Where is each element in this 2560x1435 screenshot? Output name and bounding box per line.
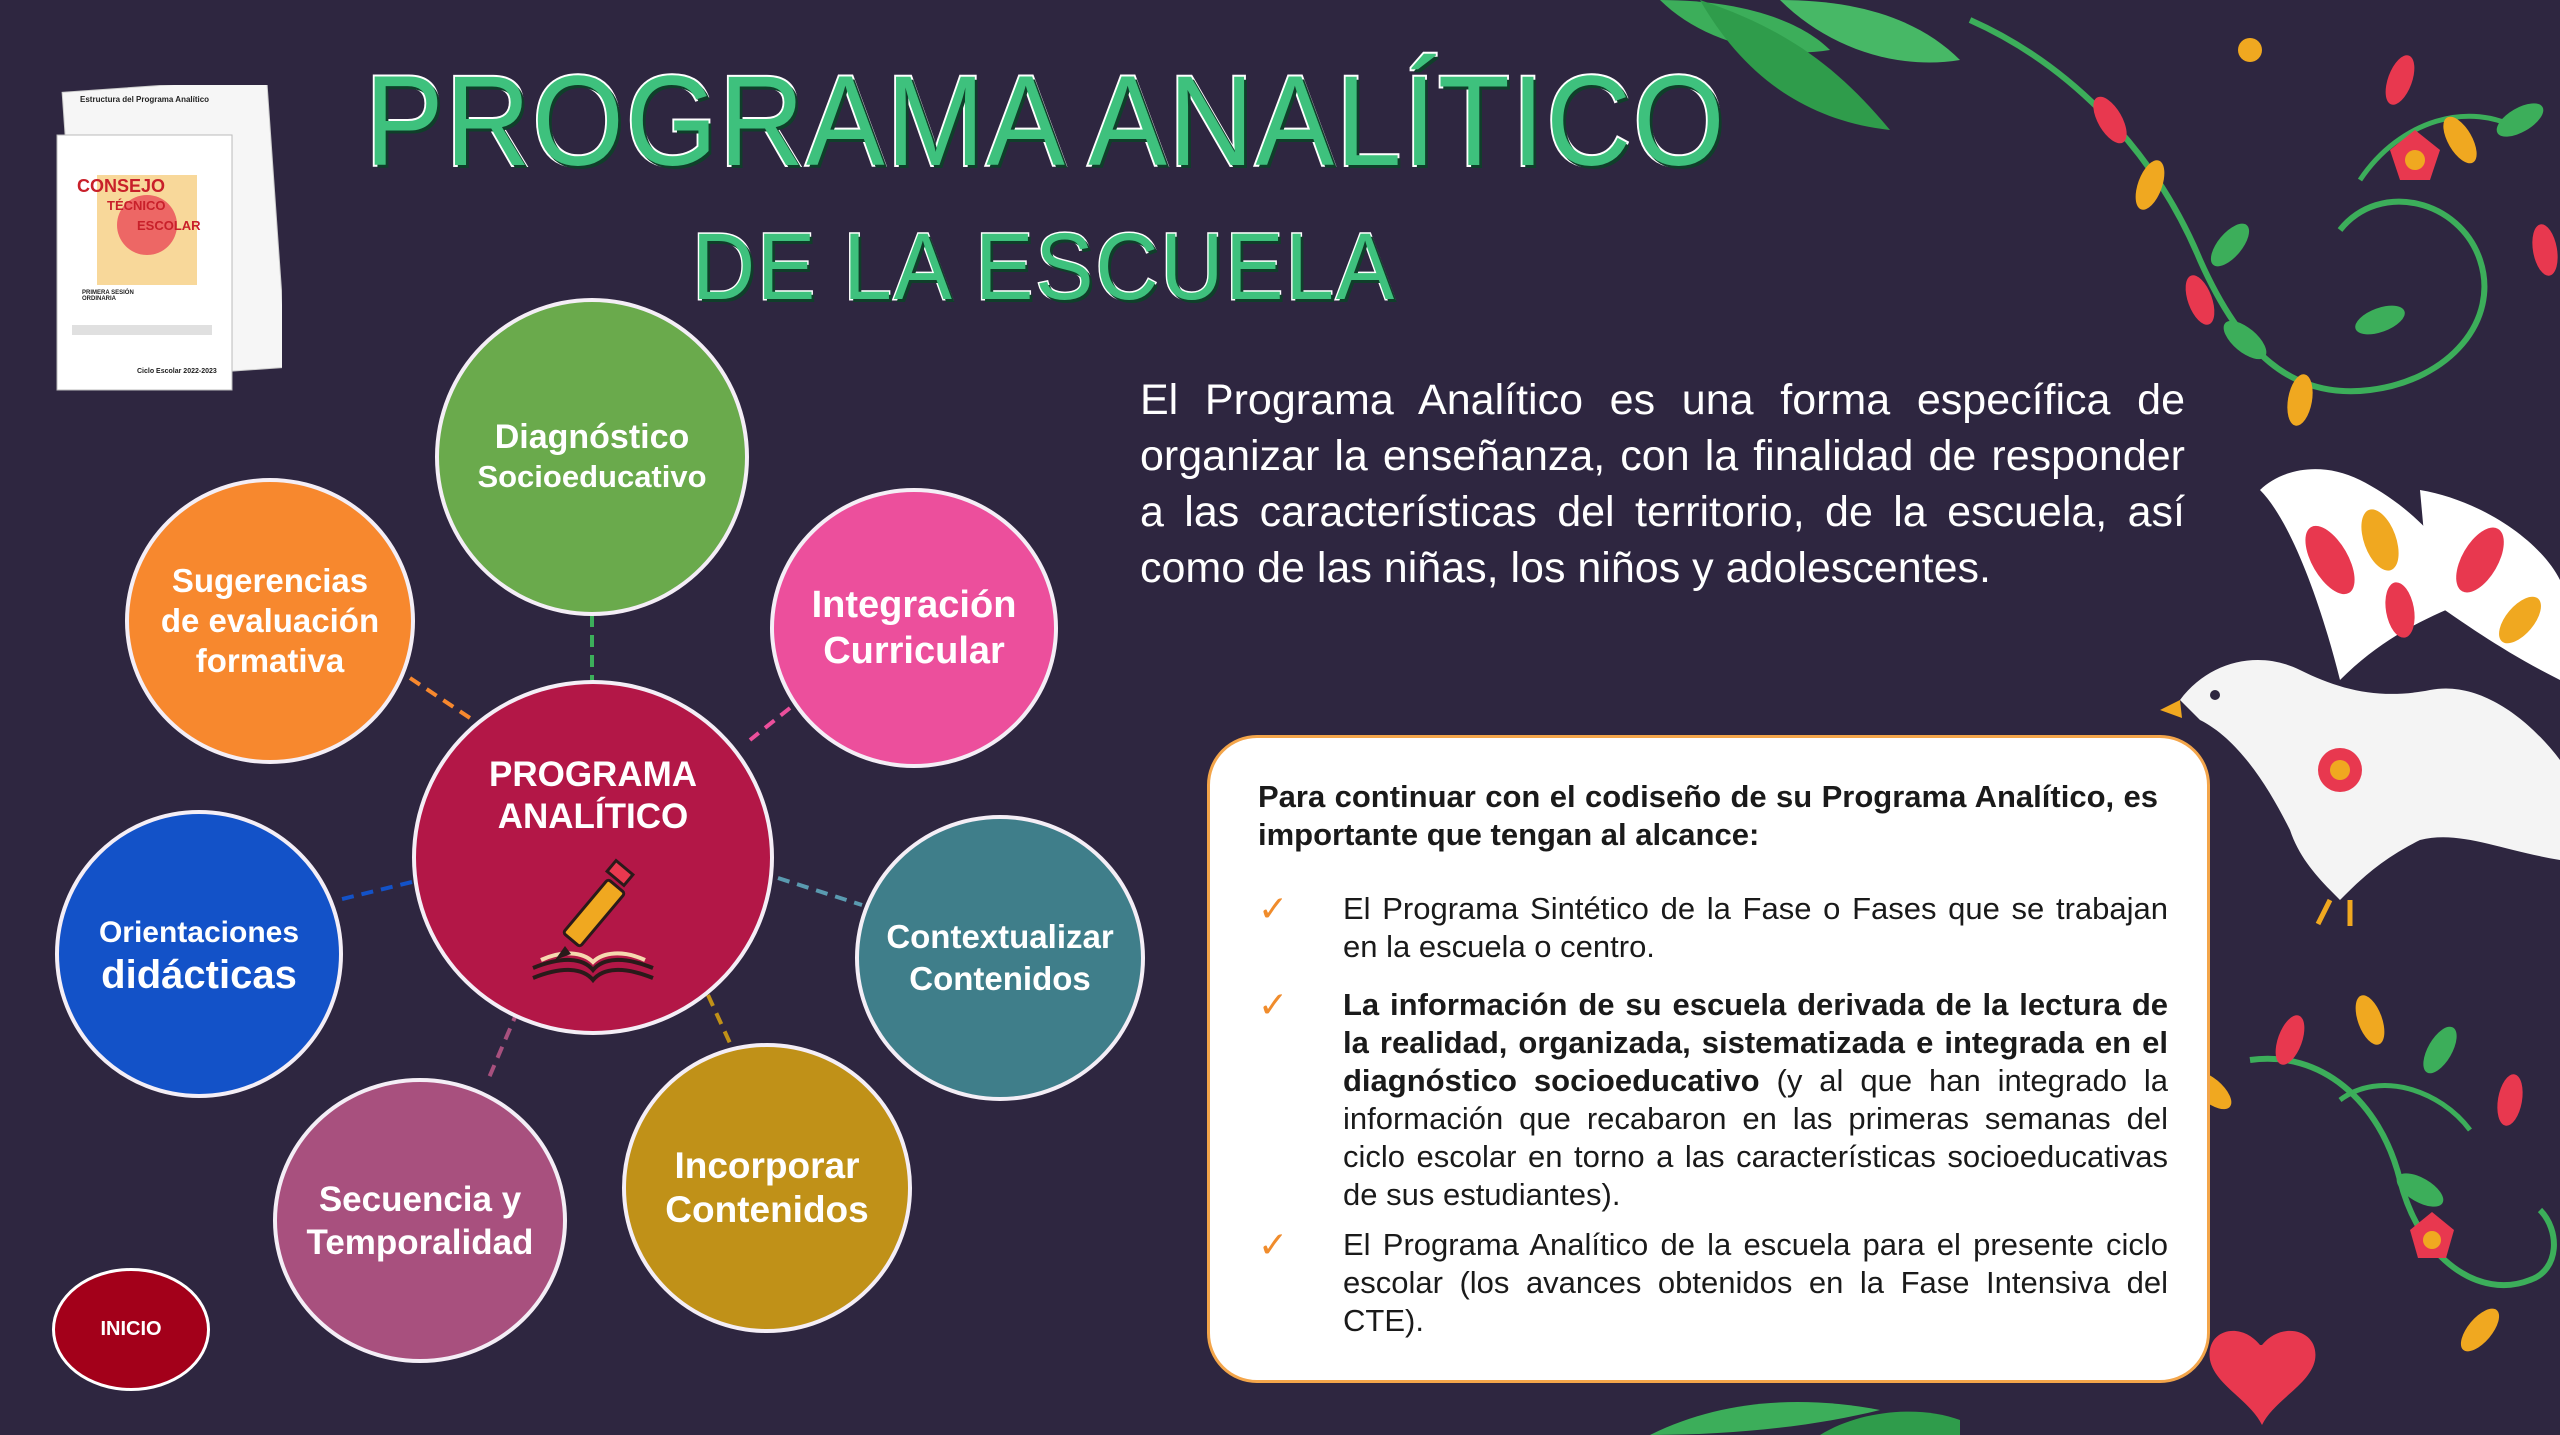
list-item [1258, 986, 2168, 1214]
node-incorporar-line-2: Contenidos [665, 1189, 869, 1230]
node-sugerencias-line-3: formativa [195, 642, 345, 679]
node-sugerencias-evaluacion[interactable] [125, 478, 415, 764]
booklet-header: Estructura del Programa Analítico [80, 95, 210, 104]
list-item-body: (y al que han integrado la información que recabaron en las primeras semanas del ciclo escolar en torno a las características socioeducativas de sus estudiantes). [1343, 1063, 2169, 1212]
checkmark-icon: ✓ [1258, 888, 1289, 929]
node-contextualizar-line-1: Contextualizar [886, 918, 1114, 955]
page-title: PROGRAMA ANALÍTICO [365, 50, 1727, 193]
page-subtitle: DE LA ESCUELA [692, 214, 1397, 320]
booklet-session: PRIMERA SESIÓN ORDINARIA [82, 290, 134, 302]
list-item-body: El Programa Analítico de la escuela para el presente ciclo escolar (los avances obtenidos en la Fase Intensiva del CTE). [1343, 1227, 2168, 1338]
connector-secuencia [488, 1010, 518, 1080]
node-secuencia-temporalidad[interactable] [273, 1078, 567, 1363]
booklet-title-line-2: TÉCNICO [107, 198, 166, 213]
node-integracion-line-2: Curricular [823, 630, 1005, 672]
list-item-body: El Programa Sintético de la Fase o Fases que se trabajan en la escuela o centro. [1343, 891, 2168, 964]
intro-paragraph: El Programa Analítico es una forma específica de organizar la enseñanza, con la finalidad de responder a las características del territorio, de la escuela, así como de las niñas, los niños y adolescentes. [1140, 376, 2185, 592]
pencil-book-icon [523, 858, 663, 988]
center-programa-analitico[interactable] [412, 680, 774, 1035]
info-card-heading: Para continuar con el codiseño de su Programa Analítico, es importante que tengan al alcance: [1258, 779, 2158, 852]
connector-integracion [750, 708, 790, 740]
node-diagnostico-line-1: Diagnóstico [494, 418, 690, 456]
booklet-title-line-1: CONSEJO [77, 176, 166, 196]
node-incorporar-contenidos[interactable] [622, 1043, 912, 1333]
inicio-button[interactable]: INICIO [52, 1268, 210, 1391]
node-contextualizar-line-2: Contenidos [909, 960, 1091, 997]
node-contextualizar-contenidos[interactable] [855, 815, 1145, 1101]
node-sugerencias-line-1: Sugerencias [171, 562, 369, 599]
node-diagnostico-socioeducativo[interactable] [435, 298, 749, 616]
node-orientaciones-line-2: didácticas [101, 953, 297, 997]
center-label-line-2: ANALÍTICO [497, 797, 689, 836]
center-label-line-1: PROGRAMA [488, 755, 698, 794]
node-integracion-line-1: Integración [811, 584, 1017, 626]
list-item [1258, 890, 2168, 966]
connector-orientaciones [338, 882, 412, 900]
checkmark-icon: ✓ [1258, 984, 1289, 1025]
booklet-cycle: Ciclo Escolar 2022-2023 [137, 368, 217, 375]
list-item-bold: La información de su escuela derivada de la lectura de la realidad, organizada, sistematizada e integrada en el diagnóstico socioeducativo [1343, 987, 2168, 1098]
connector-sugerencias [410, 678, 470, 718]
connector-contextualizar [778, 878, 862, 905]
list-item-text [1343, 1226, 2168, 1340]
list-item-text [1343, 890, 2168, 966]
node-secuencia-line-2: Temporalidad [306, 1222, 534, 1262]
checkmark-icon: ✓ [1258, 1224, 1289, 1265]
list-item-text [1343, 986, 2168, 1214]
node-sugerencias-line-2: de evaluación [160, 602, 380, 639]
info-card [1207, 735, 2210, 1383]
node-orientaciones-line-1: Orientaciones [98, 916, 300, 949]
booklet-title-line-3: ESCOLAR [137, 218, 201, 233]
node-secuencia-line-1: Secuencia y [318, 1179, 522, 1219]
list-item [1258, 1226, 2168, 1340]
node-integracion-curricular[interactable] [770, 488, 1058, 768]
node-incorporar-line-1: Incorporar [674, 1145, 860, 1186]
node-orientaciones-didacticas[interactable] [55, 810, 343, 1098]
node-diagnostico-line-2: Socioeducativo [477, 459, 707, 494]
